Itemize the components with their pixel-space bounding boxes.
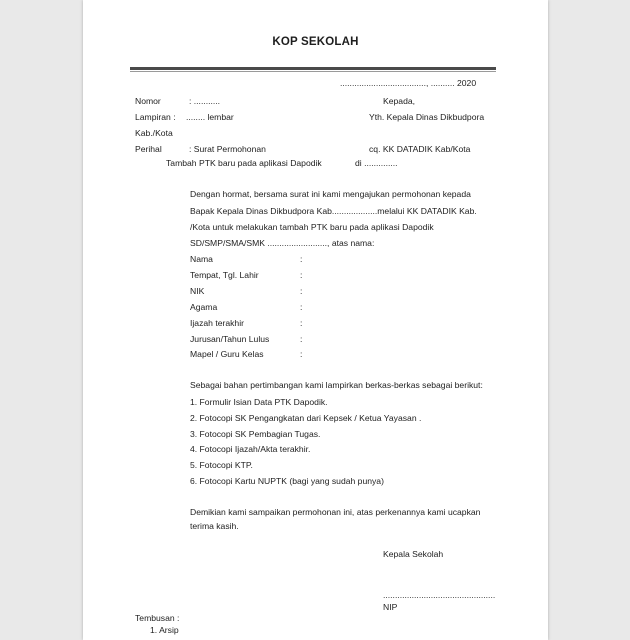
field-colon: : xyxy=(300,334,303,344)
date-line: ...................................., .......... 2020 xyxy=(340,78,477,88)
lampiran-label: Lampiran : xyxy=(135,112,176,122)
perihal-value: : Surat Permohonan xyxy=(189,144,266,154)
field-label-agama: Agama xyxy=(190,302,218,312)
field-label-ttl: Tempat, Tgl. Lahir xyxy=(190,270,259,280)
field-label-nik: NIK xyxy=(190,286,205,296)
field-colon: : xyxy=(300,270,303,280)
letterhead-title: KOP SEKOLAH xyxy=(272,36,359,48)
recipient-kepada: Kepada, xyxy=(383,96,416,106)
field-label-jurusan: Jurusan/Tahun Lulus xyxy=(190,334,270,344)
body-line: /Kota untuk melakukan tambah PTK baru pada aplikasi Dapodik xyxy=(190,222,434,232)
closing-line: Demikian kami sampaikan permohonan ini, atas perkenannya kami ucapkan xyxy=(190,507,481,517)
signature-role: Kepala Sekolah xyxy=(383,549,444,559)
attachment-item: 2. Fotocopi SK Pengangkatan dari Kepsek / Ketua Yayasan . xyxy=(190,413,422,423)
letter-page xyxy=(83,0,548,640)
attachment-item: 5. Fotocopi KTP. xyxy=(190,460,253,470)
lampiran-value: ........ lembar xyxy=(186,112,234,122)
signature-nip: NIP xyxy=(383,602,398,612)
attachment-item: 1. Formulir Isian Data PTK Dapodik. xyxy=(190,397,328,407)
nomor-value: : ........... xyxy=(189,96,221,106)
field-colon: : xyxy=(300,318,303,328)
tembusan-label: Tembusan : xyxy=(135,613,180,623)
attachment-item: 6. Fotocopi Kartu NUPTK (bagi yang sudah punya) xyxy=(190,476,384,486)
field-label-nama: Nama xyxy=(190,254,213,264)
signature-dots: ............................................... xyxy=(383,590,496,600)
closing-line: terima kasih. xyxy=(190,521,239,531)
kabkota-label: Kab./Kota xyxy=(135,128,173,138)
attachment-item: 3. Fotocopi SK Pembagian Tugas. xyxy=(190,429,321,439)
recipient-line2: cq. KK DATADIK Kab/Kota xyxy=(369,144,471,154)
body-line: Dengan hormat, bersama surat ini kami mengajukan permohonan kepada xyxy=(190,189,471,199)
tembusan-item: 1. Arsip xyxy=(150,625,179,635)
nomor-label: Nomor xyxy=(135,96,161,106)
attachments-intro: Sebagai bahan pertimbangan kami lampirkan berkas-berkas sebagai berikut: xyxy=(190,380,483,390)
field-colon: : xyxy=(300,254,303,264)
letterhead-divider-thin xyxy=(130,71,496,72)
field-colon: : xyxy=(300,286,303,296)
perihal-label: Perihal xyxy=(135,144,162,154)
perihal-line2: Tambah PTK baru pada aplikasi Dapodik xyxy=(166,158,322,168)
field-colon: : xyxy=(300,349,303,359)
field-colon: : xyxy=(300,302,303,312)
recipient-line1: Yth. Kepala Dinas Dikbudpora xyxy=(369,112,485,122)
field-label-ijazah: Ijazah terakhir xyxy=(190,318,244,328)
recipient-line3: di .............. xyxy=(355,158,398,168)
attachment-item: 4. Fotocopi Ijazah/Akta terakhir. xyxy=(190,444,311,454)
field-label-mapel: Mapel / Guru Kelas xyxy=(190,349,264,359)
body-line: Bapak Kepala Dinas Dikbudpora Kab...................melalui KK DATADIK Kab. xyxy=(190,206,477,216)
letterhead-divider xyxy=(130,67,496,70)
body-line: SD/SMP/SMA/SMK ........................., atas nama: xyxy=(190,238,375,248)
